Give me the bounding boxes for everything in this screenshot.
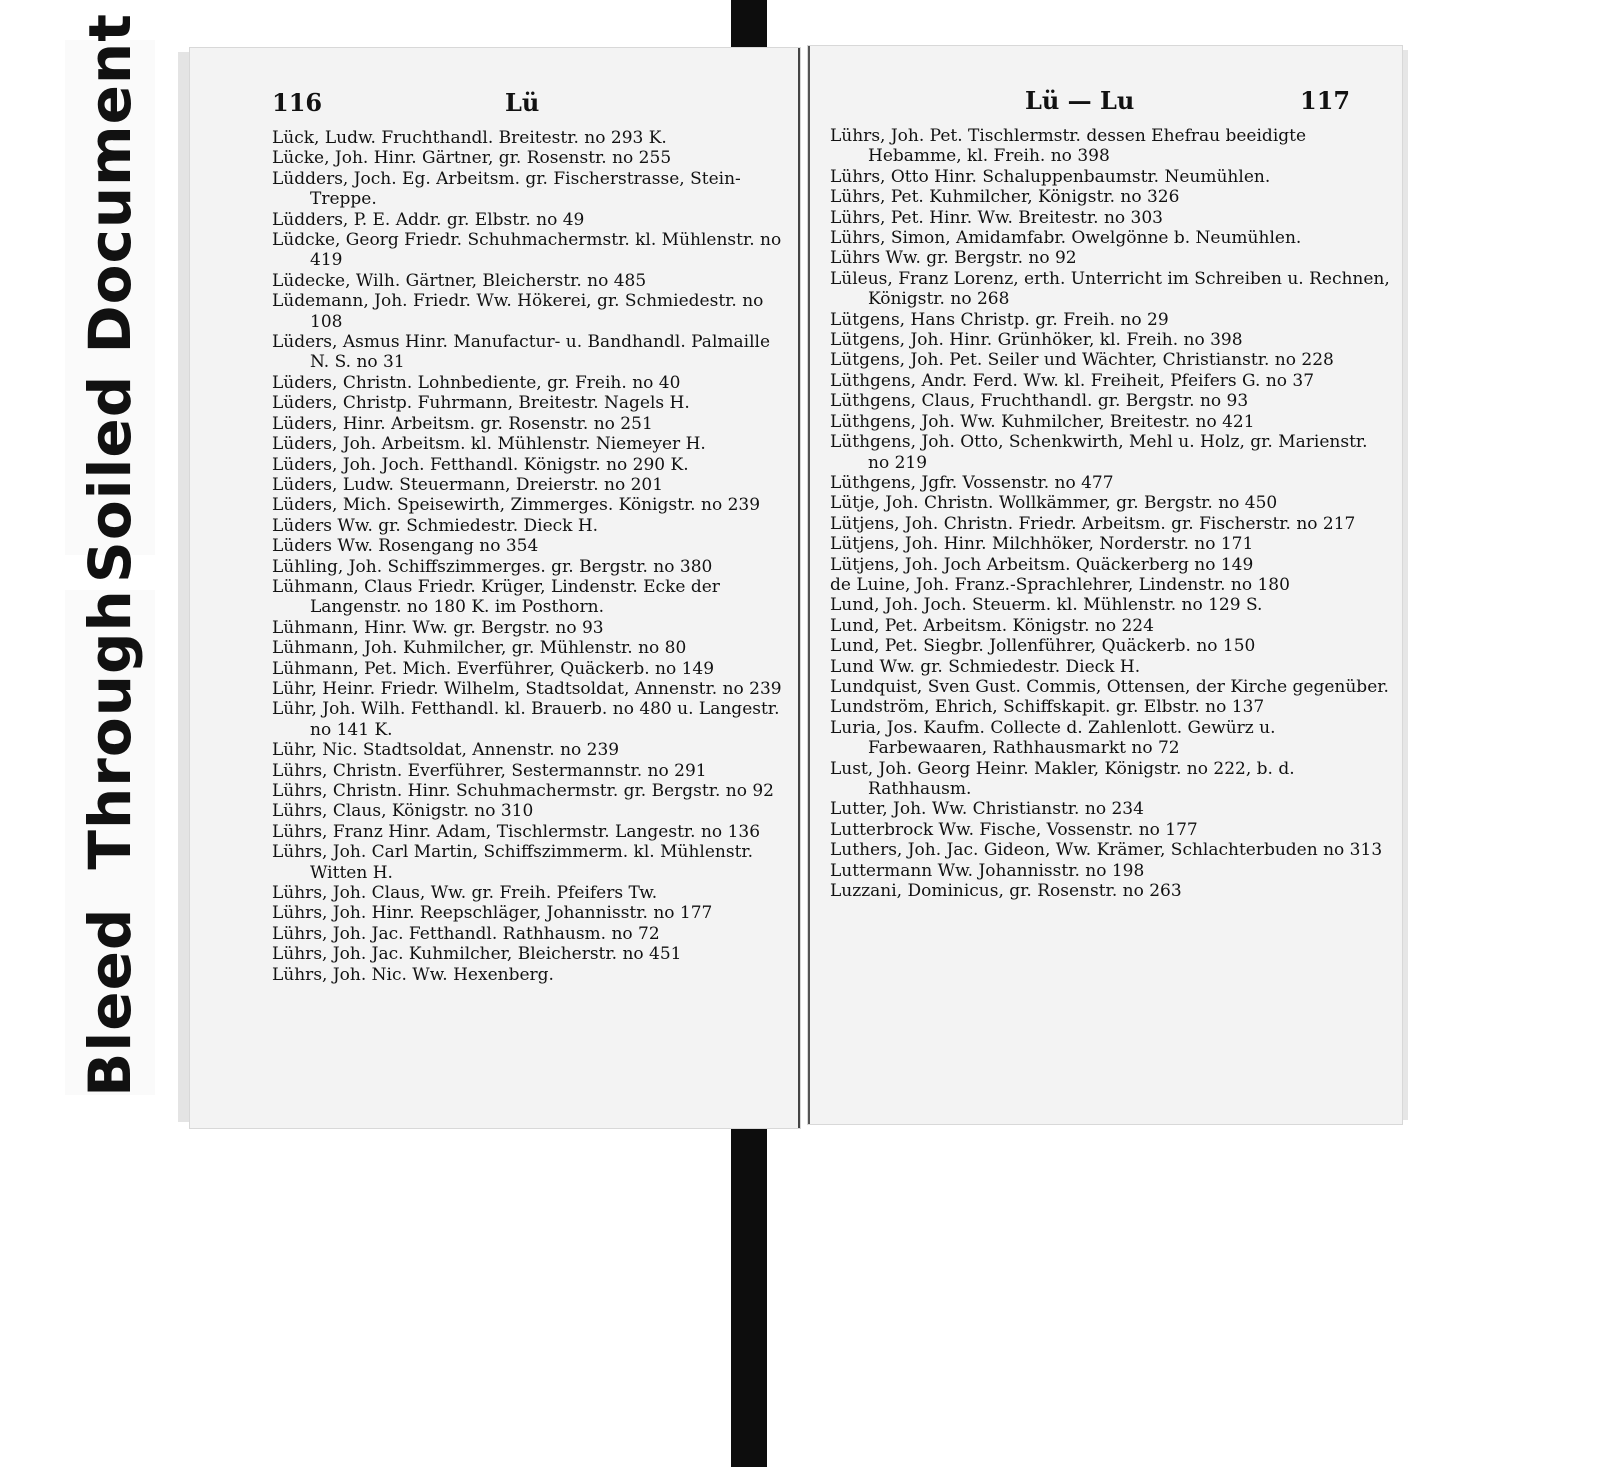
directory-entry: Lührs, Christn. Everführer, Sestermannstr. no 291: [272, 760, 707, 781]
page-number: 117: [1300, 86, 1351, 115]
directory-entry: Lüdecke, Wilh. Gärtner, Bleicherstr. no 485: [272, 270, 647, 291]
bleed-word: Bleed: [76, 907, 144, 1097]
right-page: [808, 46, 1402, 1124]
directory-entry: Lutter, Joh. Ww. Christianstr. no 234: [830, 799, 1144, 820]
left-page-header: [190, 88, 798, 128]
directory-entry: Lück, Ludw. Fruchthandl. Breitestr. no 293 K.: [272, 128, 667, 148]
directory-entry: Lührs, Franz Hinr. Adam, Tischlermstr. Langestr. no 136: [272, 821, 761, 842]
directory-entry: Lüdemann, Joh. Friedr. Ww. Hökerei, gr. Schmiedestr. no 108: [272, 291, 764, 332]
page-heading: Lü — Lu: [1025, 86, 1135, 115]
directory-entry: Lührs Ww. gr. Bergstr. no 92: [830, 248, 1077, 269]
directory-entry: Lütjens, Joh. Joch Arbeitsm. Quäckerberg no 149: [830, 554, 1254, 575]
directory-entry: Lüleus, Franz Lorenz, erth. Unterricht im Schreiben u. Rechnen, Königstr. no 268: [830, 268, 1390, 310]
soiled-document-label: [65, 12, 155, 583]
directory-entry: Lüthgens, Jgfr. Vossenstr. no 477: [830, 472, 1114, 493]
directory-entry: Lüders Ww. gr. Schmiedestr. Dieck H.: [272, 515, 599, 536]
left-entry-list: [272, 128, 792, 985]
directory-entry: Luzzani, Dominicus, gr. Rosenstr. no 263: [830, 881, 1182, 902]
directory-entry: Lüders, Christn. Lohnbediente, gr. Freih. no 40: [272, 372, 681, 393]
directory-entry: Lütgens, Joh. Hinr. Grünhöker, kl. Freih. no 398: [830, 330, 1243, 351]
directory-entry: Lüthgens, Joh. Otto, Schenkwirth, Mehl u. Holz, gr. Marienstr. no 219: [830, 432, 1368, 473]
directory-entry: Lust, Joh. Georg Heinr. Makler, Königstr. no 222, b. d. Rathhausm.: [830, 758, 1295, 799]
directory-entry: Lühling, Joh. Schiffszimmerges. gr. Bergstr. no 380: [272, 556, 713, 577]
directory-entry: Lührs, Simon, Amidamfabr. Owelgönne b. Neumühlen.: [830, 228, 1302, 249]
directory-entry: Lühr, Heinr. Friedr. Wilhelm, Stadtsoldat, Annenstr. no 239: [272, 678, 782, 699]
directory-entry: Lührs, Claus, Königstr. no 310: [272, 801, 534, 822]
left-page: [190, 48, 800, 1128]
directory-entry: Lütjens, Joh. Christn. Friedr. Arbeitsm. gr. Fischerstr. no 217: [830, 513, 1356, 534]
right-page-header: [810, 86, 1402, 126]
directory-entry: Lund Ww. gr. Schmiedestr. Dieck H.: [830, 656, 1141, 677]
directory-entry: Lührs, Pet. Kuhmilcher, Königstr. no 326: [830, 187, 1180, 208]
directory-entry: Lund, Pet. Siegbr. Jollenführer, Quäckerb. no 150: [830, 636, 1256, 657]
directory-entry: Lüders, Hinr. Arbeitsm. gr. Rosenstr. no 251: [272, 413, 653, 434]
directory-entry: de Luine, Joh. Franz.-Sprachlehrer, Lindenstr. no 180: [830, 574, 1290, 595]
directory-entry: Lütjens, Joh. Hinr. Milchhöker, Norderstr. no 171: [830, 534, 1254, 555]
through-word: Through: [76, 588, 144, 870]
directory-entry: Lührs, Joh. Pet. Tischlermstr. dessen Ehefrau beeidigte Hebamme, kl. Freih. no 398: [830, 126, 1307, 167]
ribbon-bookmark-bottom: [731, 1100, 767, 1467]
directory-entry: Lüdders, Joch. Eg. Arbeitsm. gr. Fischerstrasse, Stein-Treppe.: [272, 168, 741, 210]
directory-entry: Lütgens, Joh. Pet. Seiler und Wächter, Christianstr. no 228: [830, 350, 1334, 371]
directory-entry: Lühmann, Joh. Kuhmilcher, gr. Mühlenstr. no 80: [272, 638, 687, 659]
directory-entry: Lührs, Joh. Nic. Ww. Hexenberg.: [272, 964, 554, 985]
directory-entry: Lütgens, Hans Christp. gr. Freih. no 29: [830, 309, 1169, 330]
page-heading: Lü: [505, 88, 540, 117]
directory-entry: Lüdcke, Georg Friedr. Schuhmachermstr. kl. Mühlenstr. no 419: [272, 230, 782, 271]
directory-entry: Lührs, Joh. Claus, Ww. gr. Freih. Pfeifers Tw.: [272, 883, 658, 904]
right-entry-list: [830, 126, 1390, 901]
directory-entry: Lüdders, P. E. Addr. gr. Elbstr. no 49: [272, 209, 585, 230]
directory-entry: Lührs, Joh. Carl Martin, Schiffszimmerm. kl. Mühlenstr. Witten H.: [272, 842, 754, 883]
directory-entry: Lütje, Joh. Christn. Wollkämmer, gr. Bergstr. no 450: [830, 493, 1278, 514]
directory-entry: Lüders, Joh. Arbeitsm. kl. Mühlenstr. Niemeyer H.: [272, 434, 706, 455]
bleed-through-text: [76, 589, 144, 1097]
directory-entry: Lüders, Mich. Speisewirth, Zimmerges. Königstr. no 239: [272, 495, 761, 516]
directory-entry: Luthers, Joh. Jac. Gideon, Ww. Krämer, Schlachterbuden no 313: [830, 840, 1383, 861]
directory-entry: Lührs, Christn. Hinr. Schuhmachermstr. gr. Bergstr. no 92: [272, 781, 774, 801]
directory-entry: Lundquist, Sven Gust. Commis, Ottensen, der Kirche gegenüber.: [830, 676, 1389, 697]
directory-entry: Lührs, Joh. Hinr. Reepschläger, Johannisstr. no 177: [272, 903, 713, 924]
directory-entry: Lührs, Pet. Hinr. Ww. Breitestr. no 303: [830, 207, 1163, 228]
directory-entry: Lühr, Joh. Wilh. Fetthandl. kl. Brauerb. no 480 u. Langestr. no 141 K.: [272, 699, 780, 740]
directory-entry: Lutterbrock Ww. Fische, Vossenstr. no 177: [830, 819, 1198, 840]
directory-entry: Lüders, Asmus Hinr. Manufactur- u. Bandhandl. Palmaille N. S. no 31: [272, 332, 771, 373]
directory-entry: Lüders, Joh. Joch. Fetthandl. Königstr. no 290 K.: [272, 454, 689, 475]
directory-entry: Lühmann, Claus Friedr. Krüger, Lindenstr. Ecke der Langenstr. no 180 K. im Posthorn.: [272, 576, 720, 618]
directory-entry: Lührs, Otto Hinr. Schaluppenbaumstr. Neumühlen.: [830, 166, 1271, 187]
directory-entry: Luttermann Ww. Johannisstr. no 198: [830, 860, 1145, 881]
soiled-document-text: Soiled Document: [76, 12, 144, 583]
directory-entry: Lund, Pet. Arbeitsm. Königstr. no 224: [830, 615, 1154, 636]
directory-entry: Lundström, Ehrich, Schiffskapit. gr. Elbstr. no 137: [830, 697, 1265, 718]
directory-entry: Lund, Joh. Joch. Steuerm. kl. Mühlenstr. no 129 S.: [830, 595, 1263, 616]
directory-entry: Lüthgens, Claus, Fruchthandl. gr. Bergstr. no 93: [830, 391, 1249, 412]
directory-entry: Lührs, Joh. Jac. Kuhmilcher, Bleicherstr. no 451: [272, 944, 682, 965]
directory-entry: Lüders, Ludw. Steuermann, Dreierstr. no 201: [272, 474, 664, 495]
directory-entry: Lüthgens, Andr. Ferd. Ww. kl. Freiheit, Pfeifers G. no 37: [830, 370, 1315, 391]
directory-entry: Lüders, Christp. Fuhrmann, Breitestr. Nagels H.: [272, 393, 690, 414]
bleed-through-label: [65, 590, 155, 1095]
directory-entry: Lühmann, Pet. Mich. Everführer, Quäckerb. no 149: [272, 658, 715, 679]
page-number: 116: [272, 88, 323, 117]
directory-entry: Lühmann, Hinr. Ww. gr. Bergstr. no 93: [272, 617, 604, 638]
directory-entry: Lüthgens, Joh. Ww. Kuhmilcher, Breitestr. no 421: [830, 411, 1255, 432]
directory-entry: Lühr, Nic. Stadtsoldat, Annenstr. no 239: [272, 740, 620, 761]
directory-entry: Luria, Jos. Kaufm. Collecte d. Zahlenlott. Gewürz u. Farbewaaren, Rathhausmarkt no 72: [830, 717, 1276, 759]
directory-entry: Lüders Ww. Rosengang no 354: [272, 536, 539, 557]
directory-entry: Lührs, Joh. Jac. Fetthandl. Rathhausm. no 72: [272, 923, 660, 944]
directory-entry: Lücke, Joh. Hinr. Gärtner, gr. Rosenstr. no 255: [272, 148, 672, 169]
